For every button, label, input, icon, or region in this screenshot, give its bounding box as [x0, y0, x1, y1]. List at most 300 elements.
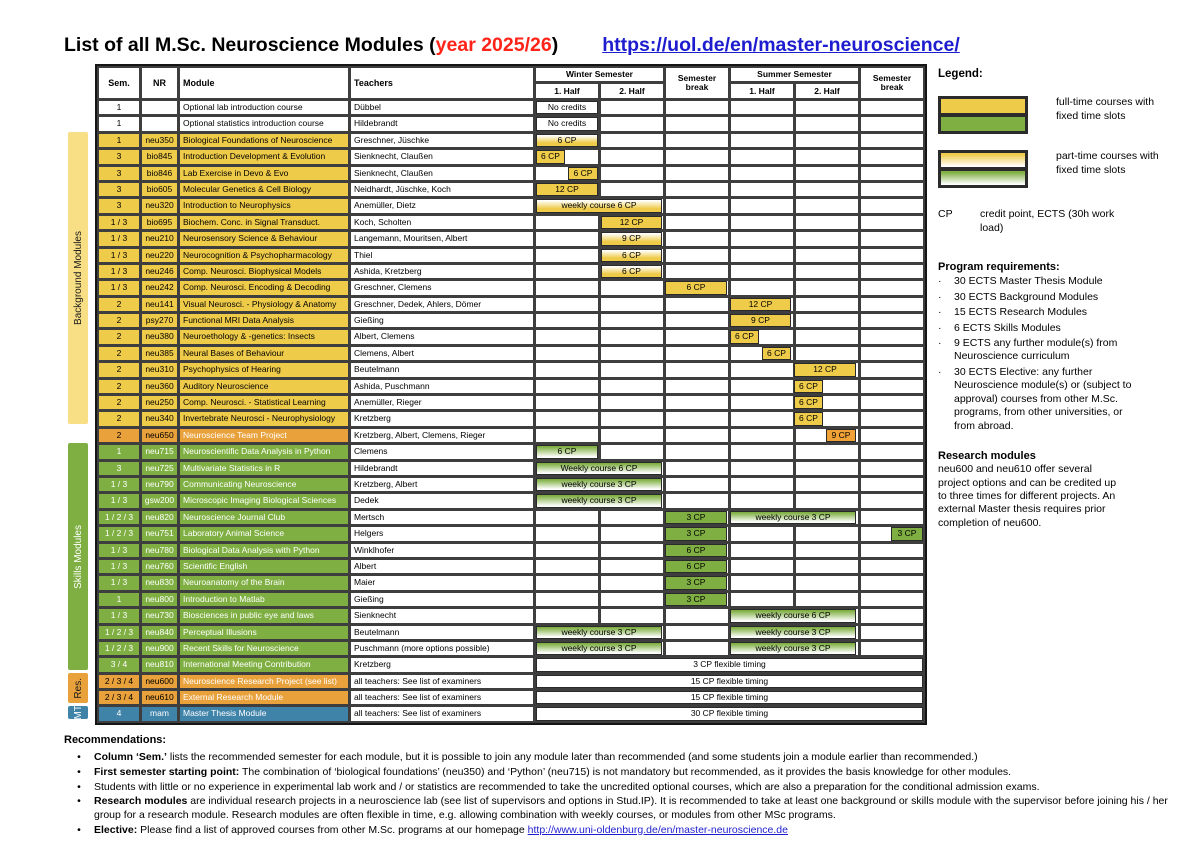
nr-cell: bio605 — [142, 183, 177, 196]
sem-cell: 2 — [99, 363, 139, 376]
legend-heading: Legend: — [938, 68, 983, 80]
teachers-cell: Dübbel — [351, 101, 533, 114]
sem-cell: 1 — [99, 101, 139, 114]
sem-cell: 1 / 2 / 3 — [99, 527, 139, 540]
schedule-empty-cell — [731, 216, 793, 229]
schedule-empty-cell — [601, 511, 663, 524]
schedule-empty-cell — [731, 150, 793, 163]
bullet-dot: • — [77, 795, 81, 808]
teachers-cell: Greschner, Dedek, Ahlers, Dömer — [351, 298, 533, 311]
sem-cell: 3 — [99, 462, 139, 475]
schedule-empty-cell — [731, 478, 793, 491]
modules-table — [95, 64, 927, 725]
module-cell: Biosciences in public eye and laws — [180, 609, 348, 622]
sem-cell: 1 — [99, 445, 139, 458]
sem-cell: 1 / 3 — [99, 560, 139, 573]
schedule-empty-cell — [536, 216, 598, 229]
cp-box: weekly course 3 CP — [536, 478, 662, 491]
schedule-cell — [536, 576, 923, 589]
schedule-empty-cell — [601, 134, 663, 147]
category-band — [68, 706, 88, 719]
schedule-empty-cell — [796, 265, 858, 278]
cp-box: 12 CP — [536, 183, 598, 196]
requirement-item — [938, 291, 1198, 304]
recommendation-item — [64, 824, 1174, 838]
teachers-cell: Ashida, Puschmann — [351, 380, 533, 393]
schedule-cell — [536, 199, 923, 212]
schedule-empty-cell — [601, 117, 663, 130]
cp-description: credit point, ECTS (30h work load) — [980, 208, 1115, 234]
cp-box: 12 CP — [794, 363, 856, 376]
schedule-empty-cell — [731, 412, 793, 425]
recommendation-text: Students with little or no experience in experimental lab work and / or statistics are recommended to take the uncredited optional courses, which are also a preparation for the conditional admission exams. — [94, 780, 1040, 793]
nr-cell: neu820 — [142, 511, 177, 524]
schedule-empty-cell — [666, 117, 728, 130]
research-modules-note-text: neu600 and neu610 offer several project options and can be credited up to three times for different projects. An external Master thesis requires prior completion of neu600. — [938, 463, 1117, 529]
teachers-cell: Hildebrandt — [351, 117, 533, 130]
schedule-empty-cell — [601, 363, 663, 376]
schedule-empty-cell — [601, 527, 663, 540]
cp-box: 30 CP flexible timing — [536, 707, 923, 720]
schedule-empty-cell — [536, 412, 598, 425]
teachers-cell: Kretzberg, Albert — [351, 478, 533, 491]
table-row — [99, 101, 923, 114]
module-cell: Neuroethology & -genetics: Insects — [180, 330, 348, 343]
schedule-empty-cell — [536, 249, 598, 262]
module-cell: Communicating Neuroscience — [180, 478, 348, 491]
teachers-cell: Sienknecht — [351, 609, 533, 622]
teachers-cell: Dedek — [351, 494, 533, 507]
schedule-empty-cell — [601, 183, 663, 196]
schedule-empty-cell — [601, 429, 663, 442]
table-row — [99, 462, 923, 475]
schedule-empty-cell — [601, 330, 663, 343]
sem-cell: 1 — [99, 117, 139, 130]
module-cell: Optional statistics introduction course — [180, 117, 348, 130]
table-row — [99, 265, 923, 278]
schedule-empty-cell — [796, 101, 858, 114]
schedule-empty-cell — [731, 167, 793, 180]
sem-cell: 3 — [99, 167, 139, 180]
teachers-cell: Greschner, Clemens — [351, 281, 533, 294]
teachers-cell: Koch, Scholten — [351, 216, 533, 229]
requirement-item — [938, 275, 1198, 288]
recommendation-text: Column ‘Sem.’ lists the recommended semester for each module, but it is possible to join any module later than recommended (and some students join a module earlier than recommended.) — [94, 751, 978, 764]
schedule-empty-cell — [666, 445, 728, 458]
schedule-empty-cell — [601, 314, 663, 327]
bullet-dot: · — [938, 321, 942, 334]
requirement-text: 30 ECTS Elective: any further Neuroscience module(s) or (subject to approval) courses from other M.Sc. programs, from other universities, or from abroad. — [954, 365, 1132, 432]
recommendation-bold: Research modules — [94, 795, 188, 808]
schedule-empty-cell — [861, 560, 923, 573]
cp-box: 12 CP — [730, 298, 791, 311]
module-cell: Comp. Neurosci. Biophysical Models — [180, 265, 348, 278]
nr-cell: neu246 — [142, 265, 177, 278]
schedule-empty-cell — [796, 298, 858, 311]
header-summer-half2: 2. Half — [796, 84, 858, 98]
nr-cell: neu220 — [142, 249, 177, 262]
nr-cell: neu715 — [142, 445, 177, 458]
schedule-cell — [536, 691, 923, 704]
schedule-empty-cell — [731, 429, 793, 442]
nr-cell: neu900 — [142, 642, 177, 655]
sem-cell: 3 — [99, 199, 139, 212]
header-sem: Sem. — [99, 68, 139, 98]
schedule-cell — [536, 412, 923, 425]
recommendation-item — [64, 781, 1174, 795]
schedule-empty-cell — [861, 380, 923, 393]
sem-cell: 2 — [99, 330, 139, 343]
cp-box: weekly course 3 CP — [536, 626, 662, 639]
research-modules-note — [938, 449, 1123, 530]
bullet-dot: • — [77, 765, 81, 778]
schedule-cell — [536, 363, 923, 376]
table-row — [99, 347, 923, 360]
homepage-link[interactable]: http://www.uni-oldenburg.de/en/master-neuroscience.de — [527, 823, 788, 836]
table-row — [99, 199, 923, 212]
teachers-cell: Ashida, Kretzberg — [351, 265, 533, 278]
recommendation-bold: Elective: — [94, 823, 138, 836]
module-cell: External Research Module — [180, 691, 348, 704]
schedule-empty-cell — [861, 511, 923, 524]
schedule-empty-cell — [796, 134, 858, 147]
schedule-cell — [536, 429, 923, 442]
nr-cell: neu141 — [142, 298, 177, 311]
cp-box: weekly course 3 CP — [730, 511, 856, 524]
schedule-empty-cell — [536, 576, 598, 589]
table-row — [99, 609, 923, 622]
module-cell: Lab Exercise in Devo & Evo — [180, 167, 348, 180]
schedule-cell — [536, 134, 923, 147]
schedule-empty-cell — [861, 609, 923, 622]
schedule-empty-cell — [796, 494, 858, 507]
cp-box: weekly course 3 CP — [730, 626, 856, 639]
sem-cell: 1 / 3 — [99, 216, 139, 229]
schedule-empty-cell — [861, 626, 923, 639]
nr-cell: neu840 — [142, 626, 177, 639]
recommendation-text: Elective: Please find a list of approved courses from other M.Sc. programs at our homepage http://www.uni-oldenburg.de/en/master-neuroscience.de — [94, 823, 788, 836]
schedule-cell — [536, 314, 923, 327]
table-row — [99, 658, 923, 671]
schedule-cell — [536, 101, 923, 114]
schedule-empty-cell — [666, 150, 728, 163]
schedule-cell — [536, 117, 923, 130]
sem-cell: 2 — [99, 412, 139, 425]
teachers-cell: Gießing — [351, 593, 533, 606]
schedule-empty-cell — [536, 330, 598, 343]
cp-box: 9 CP — [601, 232, 662, 245]
recommendations-list — [64, 751, 1174, 837]
cp-box: 12 CP — [601, 216, 662, 229]
schedule-empty-cell — [731, 281, 793, 294]
schedule-empty-cell — [796, 544, 858, 557]
sem-cell: 1 / 3 — [99, 478, 139, 491]
module-cell: Laboratory Animal Science — [180, 527, 348, 540]
table-row — [99, 314, 923, 327]
schedule-cell — [536, 445, 923, 458]
schedule-cell — [536, 478, 923, 491]
schedule-empty-cell — [861, 462, 923, 475]
category-band — [68, 132, 88, 424]
module-cell: Neuroscience Team Project — [180, 429, 348, 442]
table-row — [99, 478, 923, 491]
schedule-cell — [536, 330, 923, 343]
cp-box: 15 CP flexible timing — [536, 675, 923, 688]
sem-cell: 3 / 4 — [99, 658, 139, 671]
schedule-empty-cell — [731, 380, 793, 393]
schedule-empty-cell — [666, 232, 728, 245]
requirement-text: 30 ECTS Background Modules — [954, 290, 1099, 303]
schedule-empty-cell — [731, 544, 793, 557]
sem-cell: 1 — [99, 134, 139, 147]
table-row — [99, 412, 923, 425]
schedule-empty-cell — [796, 183, 858, 196]
schedule-empty-cell — [796, 462, 858, 475]
schedule-empty-cell — [796, 314, 858, 327]
legend-part-time-swatch — [938, 150, 1028, 188]
schedule-empty-cell — [536, 544, 598, 557]
schedule-empty-cell — [666, 363, 728, 376]
header-semester-break-2: Semester break — [861, 68, 923, 98]
sem-cell: 2 — [99, 380, 139, 393]
sem-cell: 2 / 3 / 4 — [99, 691, 139, 704]
schedule-empty-cell — [666, 134, 728, 147]
part-time-yellow-swatch — [940, 152, 1026, 168]
table-row — [99, 626, 923, 639]
header-semester-break-1: Semester break — [666, 68, 728, 98]
recommendation-item — [64, 795, 1174, 822]
schedule-empty-cell — [861, 544, 923, 557]
cp-box: 3 CP flexible timing — [536, 658, 923, 671]
table-row — [99, 691, 923, 704]
schedule-empty-cell — [601, 347, 663, 360]
schedule-empty-cell — [796, 281, 858, 294]
sem-cell: 2 — [99, 429, 139, 442]
table-row — [99, 527, 923, 540]
table-row — [99, 249, 923, 262]
bullet-dot: · — [938, 275, 942, 288]
schedule-empty-cell — [861, 314, 923, 327]
sem-cell: 1 / 3 — [99, 281, 139, 294]
schedule-empty-cell — [536, 527, 598, 540]
schedule-empty-cell — [601, 380, 663, 393]
schedule-empty-cell — [601, 576, 663, 589]
module-cell: Introduction to Matlab — [180, 593, 348, 606]
schedule-empty-cell — [666, 396, 728, 409]
schedule-empty-cell — [796, 527, 858, 540]
schedule-empty-cell — [666, 330, 728, 343]
table-row — [99, 281, 923, 294]
teachers-cell: Helgers — [351, 527, 533, 540]
nr-cell — [142, 101, 177, 114]
recommendation-item — [64, 766, 1174, 780]
schedule-empty-cell — [861, 445, 923, 458]
schedule-empty-cell — [731, 265, 793, 278]
title-link[interactable]: https://uol.de/en/master-neuroscience/ — [602, 34, 960, 56]
schedule-empty-cell — [731, 560, 793, 573]
schedule-empty-cell — [666, 429, 728, 442]
schedule-empty-cell — [731, 117, 793, 130]
module-cell: Neural Bases of Behaviour — [180, 347, 348, 360]
cp-box: weekly course 3 CP — [730, 642, 856, 655]
schedule-empty-cell — [861, 593, 923, 606]
cp-box: No credits — [536, 101, 598, 114]
schedule-empty-cell — [601, 167, 663, 180]
schedule-empty-cell — [601, 281, 663, 294]
schedule-cell — [536, 675, 923, 688]
schedule-cell — [536, 626, 923, 639]
category-band-label: MT — [72, 705, 84, 720]
schedule-empty-cell — [666, 494, 728, 507]
teachers-cell: Mertsch — [351, 511, 533, 524]
module-cell: Biochem. Conc. in Signal Transduct. — [180, 216, 348, 229]
schedule-cell — [536, 281, 923, 294]
schedule-cell — [536, 396, 923, 409]
teachers-cell: Beutelmann — [351, 363, 533, 376]
table-row — [99, 117, 923, 130]
recommendations — [64, 733, 1174, 837]
cp-box: No credits — [536, 117, 598, 130]
sem-cell: 1 / 3 — [99, 576, 139, 589]
schedule-empty-cell — [861, 101, 923, 114]
schedule-empty-cell — [666, 249, 728, 262]
cp-box: 15 CP flexible timing — [536, 691, 923, 704]
schedule-empty-cell — [861, 412, 923, 425]
part-time-green-swatch — [940, 170, 1026, 186]
cp-box: weekly course 3 CP — [536, 494, 662, 507]
table-row — [99, 511, 923, 524]
nr-cell: neu385 — [142, 347, 177, 360]
page-title — [64, 34, 960, 57]
table-row — [99, 363, 923, 376]
schedule-cell — [536, 167, 923, 180]
schedule-empty-cell — [796, 216, 858, 229]
table-row — [99, 232, 923, 245]
cp-box: 6 CP — [794, 412, 823, 425]
sem-cell: 1 — [99, 593, 139, 606]
cp-box: 6 CP — [601, 249, 662, 262]
table-row — [99, 707, 923, 720]
schedule-empty-cell — [861, 363, 923, 376]
sem-cell: 1 / 3 — [99, 609, 139, 622]
schedule-empty-cell — [666, 101, 728, 114]
module-cell: Comp. Neurosci. Encoding & Decoding — [180, 281, 348, 294]
schedule-empty-cell — [666, 462, 728, 475]
nr-cell — [142, 117, 177, 130]
cp-box: 6 CP — [536, 445, 598, 458]
teachers-cell: all teachers: See list of examiners — [351, 675, 533, 688]
module-cell: Visual Neurosci. - Physiology & Anatomy — [180, 298, 348, 311]
table-row — [99, 576, 923, 589]
schedule-empty-cell — [796, 445, 858, 458]
schedule-empty-cell — [861, 576, 923, 589]
legend-full-time-swatch — [938, 96, 1028, 134]
schedule-empty-cell — [536, 396, 598, 409]
module-cell: Neurosensory Science & Behaviour — [180, 232, 348, 245]
nr-cell: neu725 — [142, 462, 177, 475]
teachers-cell: Winklhofer — [351, 544, 533, 557]
module-cell: Functional MRI Data Analysis — [180, 314, 348, 327]
sem-cell: 2 — [99, 396, 139, 409]
recommendation-bold: First semester starting point: — [94, 765, 240, 778]
cp-box: 3 CP — [665, 511, 727, 524]
category-band — [68, 443, 88, 670]
teachers-cell: Maier — [351, 576, 533, 589]
recommendation-item — [64, 751, 1174, 765]
cp-box: weekly course 6 CP — [730, 609, 856, 622]
sem-cell: 2 — [99, 347, 139, 360]
schedule-empty-cell — [666, 347, 728, 360]
module-cell: Psychophysics of Hearing — [180, 363, 348, 376]
nr-cell: neu600 — [142, 675, 177, 688]
schedule-empty-cell — [601, 101, 663, 114]
header-nr: NR — [142, 68, 177, 98]
schedule-empty-cell — [731, 593, 793, 606]
nr-cell: psy270 — [142, 314, 177, 327]
schedule-empty-cell — [731, 462, 793, 475]
schedule-cell — [536, 232, 923, 245]
legend-full-time — [938, 96, 1198, 134]
schedule-empty-cell — [861, 478, 923, 491]
cp-box: Weekly course 6 CP — [536, 462, 662, 475]
schedule-empty-cell — [861, 167, 923, 180]
cp-box: 6 CP — [794, 396, 823, 409]
nr-cell: gsw200 — [142, 494, 177, 507]
schedule-empty-cell — [861, 150, 923, 163]
sem-cell: 1 / 2 / 3 — [99, 626, 139, 639]
module-cell: Biological Data Analysis with Python — [180, 544, 348, 557]
schedule-empty-cell — [731, 445, 793, 458]
schedule-cell — [536, 560, 923, 573]
module-cell: Multivariate Statistics in R — [180, 462, 348, 475]
cp-abbr: CP — [938, 208, 953, 220]
schedule-empty-cell — [861, 396, 923, 409]
right-column — [938, 68, 1198, 530]
schedule-empty-cell — [861, 117, 923, 130]
schedule-empty-cell — [536, 281, 598, 294]
teachers-cell: Hildebrandt — [351, 462, 533, 475]
module-cell: Invertebrate Neurosci - Neurophysiology — [180, 412, 348, 425]
requirement-text: 6 ECTS Skills Modules — [954, 321, 1061, 334]
module-cell: Master Thesis Module — [180, 707, 348, 720]
cp-box: 6 CP — [665, 544, 727, 557]
nr-cell: neu610 — [142, 691, 177, 704]
bullet-dot: · — [938, 337, 942, 350]
table-row — [99, 183, 923, 196]
recommendation-text: First semester starting point: The combination of ‘biological foundations’ (neu350) and ‘Python’ (neu715) is not mandatory but recommended, as it provides the basis knowledge for other modules. — [94, 765, 1012, 778]
cp-box: 9 CP — [730, 314, 791, 327]
recommendations-heading: Recommendations: — [64, 734, 167, 746]
cp-box: 6 CP — [568, 167, 598, 180]
recommendation-text: Research modules are individual research projects in a neuroscience lab (see list of supervisors and options in Stud.IP). It is recommended to take at least one background or skills module with the supervisor before joining his / her group for a research module. Research modules are often flexible in time, e.g. allowing combination with weekly courses, or modules from other MSc programs. — [94, 795, 1168, 821]
schedule-cell — [536, 380, 923, 393]
sem-cell: 3 — [99, 183, 139, 196]
schedule-empty-cell — [536, 314, 598, 327]
bullet-dot: • — [77, 823, 81, 836]
schedule-empty-cell — [536, 560, 598, 573]
schedule-empty-cell — [731, 249, 793, 262]
legend-part-time — [938, 150, 1198, 188]
sem-cell: 2 / 3 / 4 — [99, 675, 139, 688]
schedule-empty-cell — [536, 429, 598, 442]
schedule-empty-cell — [601, 150, 663, 163]
teachers-cell: Gießing — [351, 314, 533, 327]
research-modules-note-heading: Research modules — [938, 450, 1036, 463]
nr-cell: neu242 — [142, 281, 177, 294]
nr-cell: neu250 — [142, 396, 177, 409]
header-winter-half2: 2. Half — [601, 84, 663, 98]
schedule-empty-cell — [796, 117, 858, 130]
